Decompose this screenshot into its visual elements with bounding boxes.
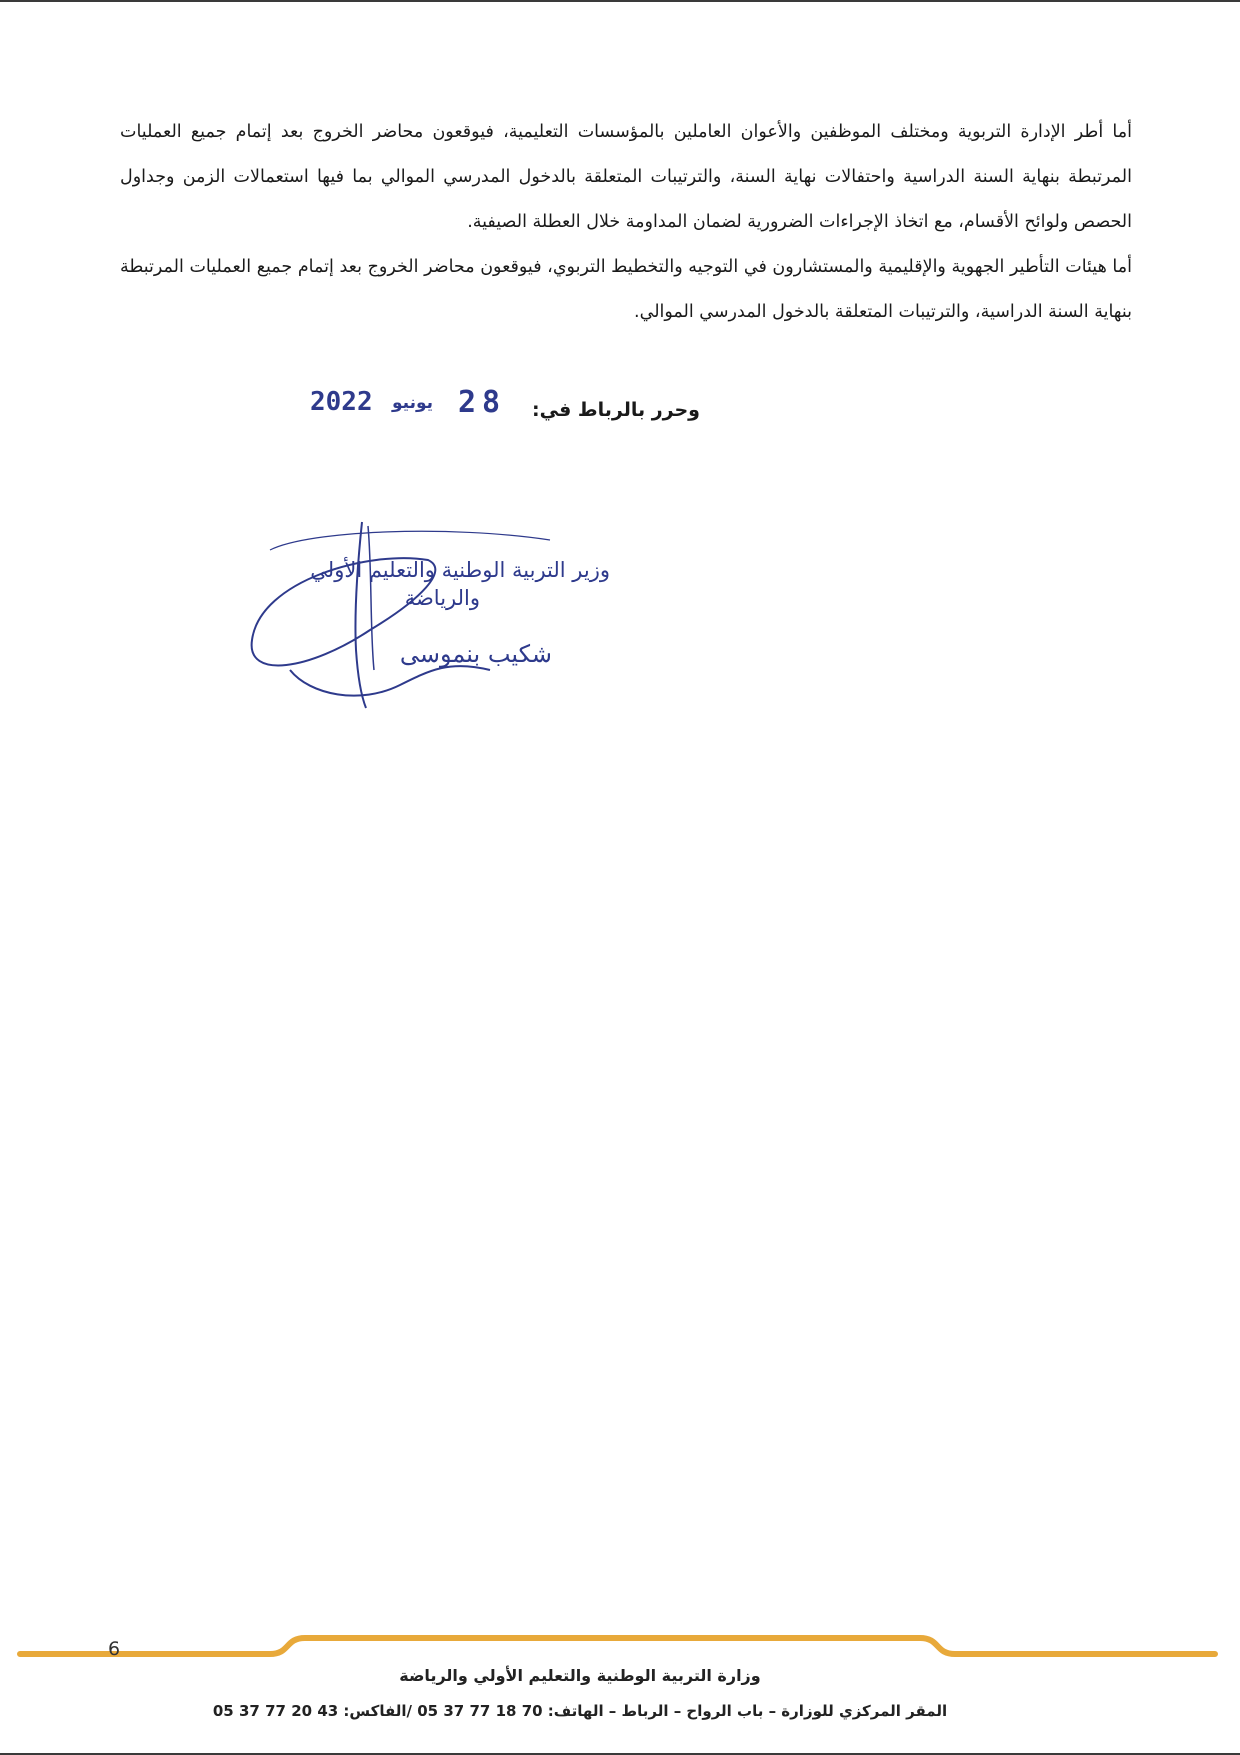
paragraph-administrative-staff: أما أطر الإدارة التربوية ومختلف الموظفين والأعوان العاملين بالمؤسسات التعليمية، فيوقعون محاضر الخروج بعد إتمام جميع العمليات المرتبطة بنهاية السنة الدراسية واحتفالات نهاية السنة، والترتيبات المتعلقة بالدخول المدرسي الموالي بما فيها استعمالات الزمن وجداول الحصص ولوائح الأقسام، مع اتخاذ الإجراءات الضرورية لضمان المداومة خلال العطلة الصيفية.	[120, 122, 1132, 232]
date-month: يونيو	[392, 393, 434, 413]
footer-address: المقر المركزي للوزارة – باب الرواح – الرباط – الهاتف: 70 18 77 37 05 /الفاكس: 43 20 77 37 05	[212, 1702, 948, 1720]
paragraph-supervision-bodies: أما هيئات التأطير الجهوية والإقليمية والمستشارون في التوجيه والتخطيط التربوي، فيوقعون محاضر الخروج بعد إتمام جميع العمليات المرتبطة بنهاية السنة الدراسية، والترتيبات المتعلقة بالدخول المدرسي الموالي.	[120, 257, 1132, 322]
document-body	[120, 110, 1132, 335]
date-year: 2022	[310, 387, 373, 417]
date-line	[310, 385, 700, 435]
date-day: 28	[458, 385, 507, 420]
footer-accent-band	[0, 1630, 1240, 1670]
signature-title-line1: وزير التربية الوطنية والتعليم الأولي	[310, 558, 610, 582]
top-border	[0, 0, 1240, 2]
date-label: وحرر بالرباط في:	[532, 399, 700, 421]
page-number: 6	[108, 1638, 121, 1660]
signature-scribble-icon	[250, 520, 610, 710]
signature-block	[250, 520, 610, 710]
footer-ministry-name: وزارة التربية الوطنية والتعليم الأولي والرياضة	[399, 1666, 761, 1685]
signature-name: شكيب بنموسى	[399, 640, 552, 668]
signature-title-line2: والرياضة	[404, 586, 480, 610]
